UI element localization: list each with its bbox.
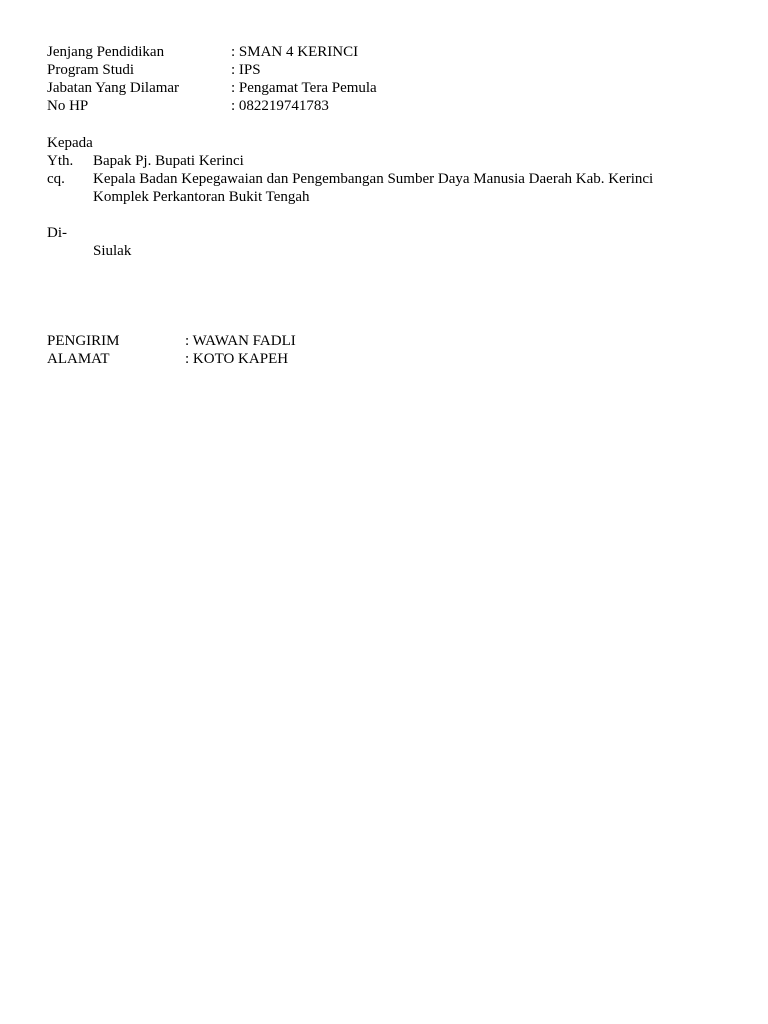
info-label-position: Jabatan Yang Dilamar xyxy=(47,80,180,96)
sender-value-name: : WAWAN FADLI xyxy=(185,333,296,349)
di-label: Di- xyxy=(47,225,67,241)
cq-value-line2: Komplek Perkantoran Bukit Tengah xyxy=(93,189,310,205)
info-label-program: Program Studi xyxy=(47,62,135,78)
info-value-position: : Pengamat Tera Pemula xyxy=(231,80,377,96)
info-value-phone: : 082219741783 xyxy=(231,98,329,114)
sender-value-address: : KOTO KAPEH xyxy=(185,351,289,367)
kepada-label: Kepada xyxy=(47,135,93,151)
di-value: Siulak xyxy=(93,243,132,259)
sender-label-address: ALAMAT xyxy=(47,351,110,367)
yth-value: Bapak Pj. Bupati Kerinci xyxy=(93,153,244,169)
info-label-education: Jenjang Pendidikan xyxy=(47,44,165,60)
sender-label-name: PENGIRIM xyxy=(47,333,120,349)
info-value-education: : SMAN 4 KERINCI xyxy=(231,44,359,60)
info-label-phone: No HP xyxy=(47,98,89,114)
cq-value: Kepala Badan Kepegawaian dan Pengembangan Sumber Daya Manusia Daerah Kab. Kerinci xyxy=(93,171,654,187)
info-value-program: : IPS xyxy=(231,62,261,78)
cq-label: cq. xyxy=(47,171,65,187)
yth-label: Yth. xyxy=(47,153,74,169)
